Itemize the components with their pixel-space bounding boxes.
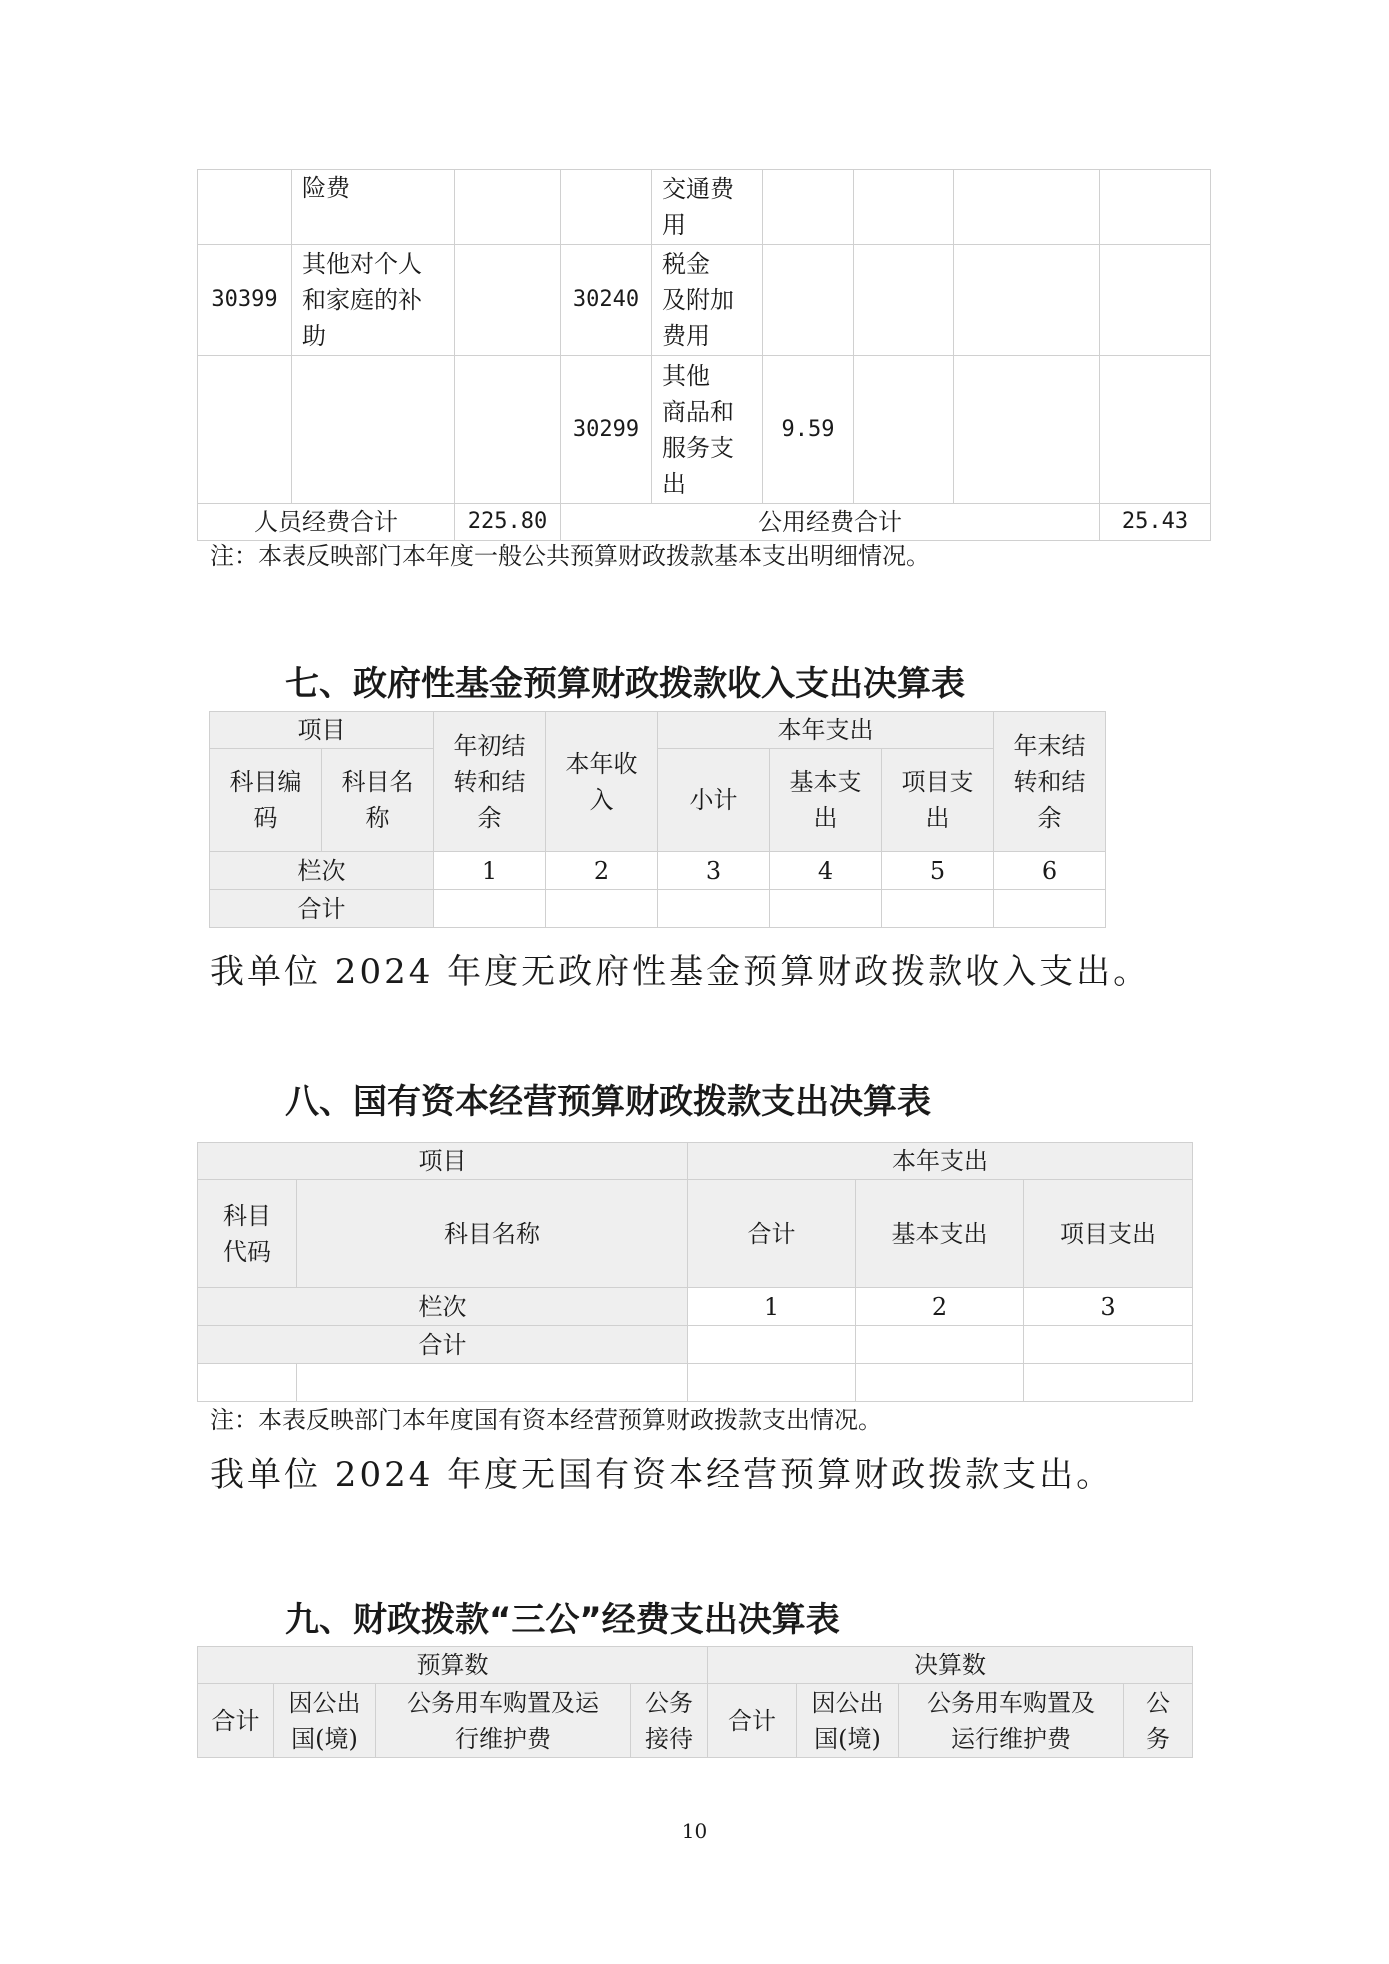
section8-statement: 我单位 2024 年度无国有资本经营预算财政拨款支出。 bbox=[210, 1455, 1114, 1495]
header-basic-expenditure: 基本支出 bbox=[856, 1180, 1024, 1288]
header-expenditure-group: 本年支出 bbox=[658, 712, 994, 749]
empty-cell bbox=[546, 890, 658, 928]
table-total-row bbox=[198, 1326, 1193, 1364]
empty-cell bbox=[856, 1364, 1024, 1402]
subject-name-cell: 险费 bbox=[292, 170, 455, 245]
basic-table-note: 注：本表反映部门本年度一般公共预算财政拨款基本支出明细情况。 bbox=[210, 542, 930, 570]
empty-cell bbox=[854, 356, 954, 504]
empty-cell bbox=[856, 1326, 1024, 1364]
economic-code-cell: 30240 bbox=[561, 245, 652, 356]
empty-cell bbox=[854, 170, 954, 245]
empty-cell bbox=[198, 1364, 297, 1402]
page-number: 10 bbox=[681, 1819, 708, 1843]
economic-code-cell bbox=[561, 170, 652, 245]
header-total: 合计 bbox=[688, 1180, 856, 1288]
empty-cell bbox=[658, 890, 770, 928]
empty-cell bbox=[954, 170, 1100, 245]
header-final-vehicle: 公务用车购置及 运行维护费 bbox=[899, 1684, 1124, 1758]
amount-cell bbox=[455, 170, 561, 245]
section9-heading: 九、财政拨款“三公”经费支出决算表 bbox=[285, 1600, 840, 1640]
section7-heading: 七、政府性基金预算财政拨款收入支出决算表 bbox=[285, 664, 965, 704]
column-number: 6 bbox=[994, 852, 1106, 890]
header-final-total: 合计 bbox=[708, 1684, 797, 1758]
header-final-abroad: 因公出 国(境) bbox=[797, 1684, 899, 1758]
subject-name-cell: 交通费 用 bbox=[652, 170, 763, 245]
column-number: 3 bbox=[658, 852, 770, 890]
column-number: 2 bbox=[856, 1288, 1024, 1326]
header-expenditure-group: 本年支出 bbox=[688, 1143, 1193, 1180]
header-income: 本年收 入 bbox=[546, 712, 658, 852]
subject-name-cell bbox=[292, 356, 455, 504]
section7-statement: 我单位 2024 年度无政府性基金预算财政拨款收入支出。 bbox=[210, 952, 1151, 992]
subject-name-cell: 税金 及附加 费用 bbox=[652, 245, 763, 356]
empty-cell bbox=[954, 245, 1100, 356]
table-row bbox=[198, 170, 1211, 245]
header-subtotal: 小计 bbox=[658, 749, 770, 852]
empty-cell bbox=[434, 890, 546, 928]
basic-expenditure-table bbox=[197, 169, 1211, 541]
empty-cell bbox=[1100, 170, 1211, 245]
header-budget-reception: 公务 接待 bbox=[631, 1684, 708, 1758]
public-total-value: 25.43 bbox=[1100, 504, 1211, 541]
header-project-expenditure: 项目支 出 bbox=[882, 749, 994, 852]
table-row bbox=[198, 356, 1211, 504]
empty-cell bbox=[297, 1364, 688, 1402]
table-total-row bbox=[210, 890, 1106, 928]
public-total-label: 公用经费合计 bbox=[561, 504, 1100, 541]
amount-cell bbox=[455, 356, 561, 504]
empty-cell bbox=[688, 1364, 856, 1402]
empty-cell bbox=[1100, 356, 1211, 504]
government-fund-table bbox=[209, 711, 1106, 928]
state-capital-table bbox=[197, 1142, 1193, 1402]
amount-cell bbox=[455, 245, 561, 356]
economic-code-cell bbox=[198, 356, 292, 504]
header-final-group: 决算数 bbox=[708, 1647, 1193, 1684]
header-basic-expenditure: 基本支 出 bbox=[770, 749, 882, 852]
column-number: 5 bbox=[882, 852, 994, 890]
personnel-total-value: 225.80 bbox=[455, 504, 561, 541]
column-number: 2 bbox=[546, 852, 658, 890]
economic-code-cell: 30399 bbox=[198, 245, 292, 356]
header-opening-balance: 年初结 转和结 余 bbox=[434, 712, 546, 852]
empty-cell bbox=[1024, 1364, 1193, 1402]
column-number: 3 bbox=[1024, 1288, 1193, 1326]
empty-cell bbox=[882, 890, 994, 928]
header-subject-name: 科目名称 bbox=[297, 1180, 688, 1288]
economic-code-cell bbox=[198, 170, 292, 245]
column-row-label: 栏次 bbox=[210, 852, 434, 890]
header-closing-balance: 年末结 转和结 余 bbox=[994, 712, 1106, 852]
empty-cell bbox=[954, 356, 1100, 504]
amount-cell: 9.59 bbox=[763, 356, 854, 504]
total-label: 合计 bbox=[198, 1326, 688, 1364]
table-row bbox=[198, 245, 1211, 356]
amount-cell bbox=[763, 245, 854, 356]
header-final-reception: 公 务 bbox=[1124, 1684, 1193, 1758]
empty-cell bbox=[688, 1326, 856, 1364]
personnel-total-label: 人员经费合计 bbox=[198, 504, 455, 541]
header-subject-code: 科目编 码 bbox=[210, 749, 322, 852]
header-project-expenditure: 项目支出 bbox=[1024, 1180, 1193, 1288]
column-row-label: 栏次 bbox=[198, 1288, 688, 1326]
total-label: 合计 bbox=[210, 890, 434, 928]
column-number: 4 bbox=[770, 852, 882, 890]
empty-cell bbox=[1100, 245, 1211, 356]
column-number: 1 bbox=[434, 852, 546, 890]
amount-cell bbox=[763, 170, 854, 245]
three-public-expenses-table bbox=[197, 1646, 1193, 1758]
header-budget-vehicle: 公务用车购置及运 行维护费 bbox=[376, 1684, 631, 1758]
subject-name-cell: 其他 商品和 服务支 出 bbox=[652, 356, 763, 504]
empty-cell bbox=[994, 890, 1106, 928]
subject-name-cell: 其他对个人 和家庭的补 助 bbox=[292, 245, 455, 356]
section8-heading: 八、国有资本经营预算财政拨款支出决算表 bbox=[285, 1082, 931, 1122]
header-subject-code: 科目 代码 bbox=[198, 1180, 297, 1288]
section8-note: 注：本表反映部门本年度国有资本经营预算财政拨款支出情况。 bbox=[210, 1406, 882, 1434]
column-number-row bbox=[198, 1288, 1193, 1326]
header-budget-total: 合计 bbox=[198, 1684, 274, 1758]
empty-cell bbox=[1024, 1326, 1193, 1364]
table-total-row bbox=[198, 504, 1211, 541]
header-budget-group: 预算数 bbox=[198, 1647, 708, 1684]
empty-cell bbox=[854, 245, 954, 356]
header-item: 项目 bbox=[198, 1143, 688, 1180]
header-subject-name: 科目名 称 bbox=[322, 749, 434, 852]
column-number-row bbox=[210, 852, 1106, 890]
empty-cell bbox=[770, 890, 882, 928]
header-budget-abroad: 因公出 国(境) bbox=[274, 1684, 376, 1758]
economic-code-cell: 30299 bbox=[561, 356, 652, 504]
header-item: 项目 bbox=[210, 712, 434, 749]
table-row bbox=[198, 1364, 1193, 1402]
column-number: 1 bbox=[688, 1288, 856, 1326]
